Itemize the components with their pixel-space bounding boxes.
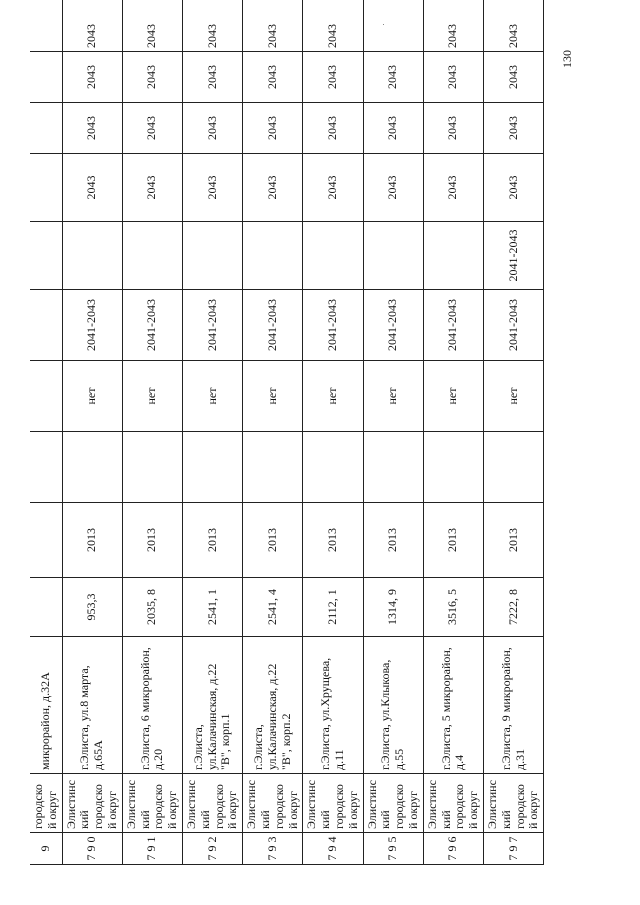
cell-empty: [30, 103, 62, 154]
cell-address: г.Элиста, 9 микрорайон, д.31: [483, 637, 543, 774]
cell-address: г.Элиста, ул.Хрущева, д.11: [303, 637, 363, 774]
scan-speck: [383, 24, 384, 25]
cell-year: 2013: [303, 503, 363, 578]
cell-num: 7 9 7: [483, 833, 543, 865]
cell-area: 2112, 1: [303, 578, 363, 637]
cell-year-3: 2043: [363, 52, 423, 103]
cell-year-3: 2043: [122, 52, 182, 103]
table-row: [483, 0, 543, 865]
cell-status: нет: [363, 361, 423, 432]
cell-year-1: 2043: [243, 154, 303, 222]
cell-col5: [303, 432, 363, 503]
schedule-table: [30, 0, 544, 865]
cell-year-1: 2043: [62, 154, 122, 222]
cell-year-3: 2043: [303, 52, 363, 103]
cell-year-4: 2043: [62, 0, 122, 52]
cell-address: микрорайон, д.32А: [30, 637, 62, 774]
cell-year-2: 2043: [243, 103, 303, 154]
cell-period-1: 2041-2043: [483, 290, 543, 361]
cell-year-3: 2043: [62, 52, 122, 103]
cell-area: 1314, 9: [363, 578, 423, 637]
cell-period-2: [243, 222, 303, 290]
cell-municipality: Элистинс кий городско й округ: [182, 774, 242, 833]
cell-num: 7 9 2: [182, 833, 242, 865]
page-number: 130: [560, 50, 574, 68]
cell-address: г.Элиста, 6 микрорайон, д.20: [122, 637, 182, 774]
cell-year: 2013: [62, 503, 122, 578]
cell-year: 2013: [423, 503, 483, 578]
cell-municipality: Элистинс кий городско й округ: [423, 774, 483, 833]
cell-municipality: Элистинс кий городско й округ: [62, 774, 122, 833]
cell-col5: [243, 432, 303, 503]
cell-municipality: Элистинс кий городско й округ: [243, 774, 303, 833]
cell-address: г.Элиста, 5 микрорайон, д.4: [423, 637, 483, 774]
cell-year-3: 2043: [423, 52, 483, 103]
cell-period-2: 2041-2043: [483, 222, 543, 290]
cell-col5: [122, 432, 182, 503]
cell-area: 7222, 8: [483, 578, 543, 637]
cell-col5: [483, 432, 543, 503]
cell-year-2: 2043: [483, 103, 543, 154]
cell-empty: [30, 222, 62, 290]
cell-empty: [30, 154, 62, 222]
cell-year: 2013: [243, 503, 303, 578]
cell-period-2: [122, 222, 182, 290]
cell-period-1: 2041-2043: [303, 290, 363, 361]
cell-col5: [182, 432, 242, 503]
cell-period-1: 2041-2043: [182, 290, 242, 361]
cell-status: нет: [423, 361, 483, 432]
cell-empty: [30, 503, 62, 578]
cell-empty: [30, 361, 62, 432]
cell-period-2: [363, 222, 423, 290]
cell-status: нет: [62, 361, 122, 432]
cell-period-2: [182, 222, 242, 290]
table-row: [182, 0, 242, 865]
cell-year-4: [363, 0, 423, 52]
cell-year: 2013: [182, 503, 242, 578]
cell-period-1: 2041-2043: [62, 290, 122, 361]
cell-status: нет: [182, 361, 242, 432]
table-row: [62, 0, 122, 865]
cell-empty: [30, 578, 62, 637]
cell-year-2: 2043: [122, 103, 182, 154]
cell-year-1: 2043: [363, 154, 423, 222]
cell-area: 2541, 1: [182, 578, 242, 637]
table-row: [122, 0, 182, 865]
cell-year-4: 2043: [182, 0, 242, 52]
cell-period-1: 2041-2043: [243, 290, 303, 361]
cell-year-2: 2043: [62, 103, 122, 154]
cell-num: 7 9 1: [122, 833, 182, 865]
cell-year-2: 2043: [182, 103, 242, 154]
cell-year-2: 2043: [363, 103, 423, 154]
cell-address: г.Элиста, ул.Калачинская, д.22 "В", корп.2: [243, 637, 303, 774]
cell-municipality: Элистинс кий городско й округ: [303, 774, 363, 833]
cell-period-1: 2041-2043: [122, 290, 182, 361]
cell-num: 7 9 3: [243, 833, 303, 865]
cell-num: 7 9 5: [363, 833, 423, 865]
cell-year-1: 2043: [423, 154, 483, 222]
cell-municipality: городско й округ: [30, 774, 62, 833]
cell-period-1: 2041-2043: [423, 290, 483, 361]
cell-period-2: [62, 222, 122, 290]
cell-year-2: 2043: [303, 103, 363, 154]
cell-num: 7 9 0: [62, 833, 122, 865]
cell-col5: [62, 432, 122, 503]
cell-col5: [363, 432, 423, 503]
cell-year-4: 2043: [122, 0, 182, 52]
cell-year-4: 2043: [243, 0, 303, 52]
cell-address: г.Элиста, ул.8 марта, д.65А: [62, 637, 122, 774]
table-row: [423, 0, 483, 865]
cell-year-3: 2043: [182, 52, 242, 103]
table-row: [243, 0, 303, 865]
schedule-table-body: [30, 0, 544, 865]
cell-empty: [30, 0, 62, 52]
cell-status: нет: [243, 361, 303, 432]
cell-year-3: 2043: [483, 52, 543, 103]
cell-year-1: 2043: [303, 154, 363, 222]
cell-col5: [423, 432, 483, 503]
cell-year-4: 2043: [303, 0, 363, 52]
cell-area: 3516, 5: [423, 578, 483, 637]
table-row: [303, 0, 363, 865]
cell-status: нет: [483, 361, 543, 432]
cell-year-1: 2043: [122, 154, 182, 222]
cell-year-4: 2043: [423, 0, 483, 52]
cell-municipality: Элистинс кий городско й округ: [122, 774, 182, 833]
cell-year-3: 2043: [243, 52, 303, 103]
cell-year-2: 2043: [423, 103, 483, 154]
cell-year: 2013: [363, 503, 423, 578]
cell-num: 7 9 4: [303, 833, 363, 865]
cell-status: нет: [122, 361, 182, 432]
table-row: [363, 0, 423, 865]
cell-num: 9: [30, 833, 62, 865]
cell-empty: [30, 432, 62, 503]
cell-year-4: 2043: [483, 0, 543, 52]
cell-municipality: Элистинс кий городско й округ: [363, 774, 423, 833]
cell-area: 953,3: [62, 578, 122, 637]
cell-municipality: Элистинс кий городско й округ: [483, 774, 543, 833]
cell-address: г.Элиста, ул.Клыкова, д.55: [363, 637, 423, 774]
cell-period-2: [423, 222, 483, 290]
table-row-partial: [30, 0, 62, 865]
cell-area: 2035, 8: [122, 578, 182, 637]
cell-year-1: 2043: [182, 154, 242, 222]
cell-year: 2013: [483, 503, 543, 578]
rotated-table-container: [30, 24, 550, 865]
cell-empty: [30, 52, 62, 103]
cell-area: 2541, 4: [243, 578, 303, 637]
cell-period-2: [303, 222, 363, 290]
cell-year-1: 2043: [483, 154, 543, 222]
cell-address: г.Элиста, ул.Калачинская, д.22 "В", корп.1: [182, 637, 242, 774]
cell-empty: [30, 290, 62, 361]
cell-num: 7 9 6: [423, 833, 483, 865]
cell-status: нет: [303, 361, 363, 432]
cell-year: 2013: [122, 503, 182, 578]
cell-period-1: 2041-2043: [363, 290, 423, 361]
